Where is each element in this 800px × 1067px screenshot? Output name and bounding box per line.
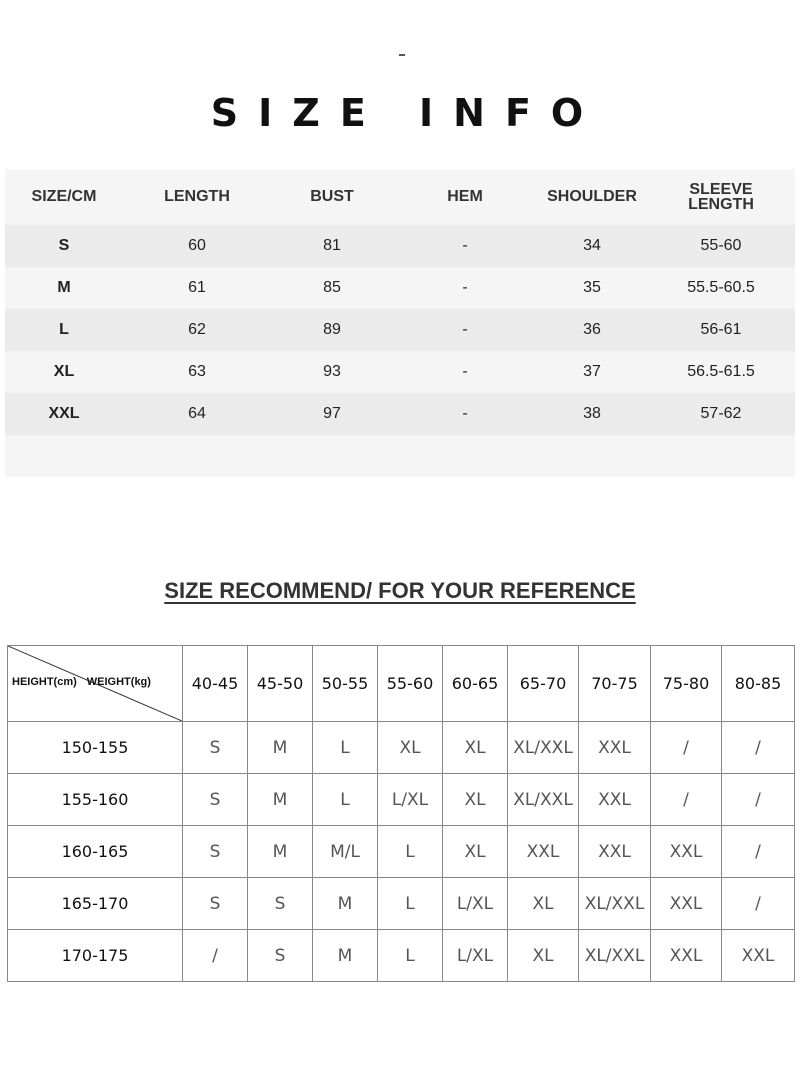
recommend-cell: L <box>313 774 378 826</box>
table-row <box>5 225 795 267</box>
size-recommend-table <box>7 645 795 982</box>
recommend-cell: XL <box>443 774 508 826</box>
table-cell: 97 <box>323 405 341 422</box>
weight-header: 75-80 <box>651 646 722 722</box>
weight-header: 40-45 <box>183 646 248 722</box>
recommend-cell: L/XL <box>378 774 443 826</box>
weight-header: 60-65 <box>443 646 508 722</box>
recommend-cell: S <box>183 722 248 774</box>
table-cell: 85 <box>323 279 341 296</box>
weight-header: 80-85 <box>722 646 795 722</box>
table-row <box>5 351 795 393</box>
height-cell: 150-155 <box>8 722 183 774</box>
table-cell: 89 <box>323 321 341 338</box>
table-cell: 38 <box>583 405 601 422</box>
table-cell: M <box>57 279 71 296</box>
size-info-table <box>5 169 795 477</box>
height-cell: 155-160 <box>8 774 183 826</box>
table-cell: 93 <box>323 363 341 380</box>
table-cell: 56-61 <box>700 321 742 338</box>
table-cell: 55-60 <box>700 237 742 254</box>
recommend-cell: L/XL <box>443 878 508 930</box>
weight-header: 45-50 <box>248 646 313 722</box>
page-title: SIZE INFO <box>210 91 604 135</box>
recommend-cell: XXL <box>651 930 722 982</box>
height-cell: 165-170 <box>8 878 183 930</box>
height-cell: 170-175 <box>8 930 183 982</box>
recommend-cell: XXL <box>579 722 651 774</box>
recommend-cell: / <box>183 930 248 982</box>
table-cell: XL <box>53 363 75 380</box>
header-sleeve-line2: LENGTH <box>688 195 754 213</box>
corner-weight-label: WEIGHT(kg) <box>86 676 151 688</box>
table-cell: 34 <box>583 237 601 254</box>
height-cell: 160-165 <box>8 826 183 878</box>
empty-cell <box>5 435 795 477</box>
recommend-cell: XL <box>443 826 508 878</box>
table-row <box>8 878 795 930</box>
header-bust: BUST <box>310 188 354 205</box>
recommend-cell: XXL <box>579 826 651 878</box>
recommend-cell: M <box>248 722 313 774</box>
recommend-cell: L <box>313 722 378 774</box>
recommend-cell: S <box>183 774 248 826</box>
header-length: LENGTH <box>164 188 230 205</box>
recommend-cell: XL/XXL <box>579 878 651 930</box>
table-row <box>5 393 795 435</box>
table-cell: 62 <box>188 321 206 338</box>
header-shoulder: SHOULDER <box>547 188 637 205</box>
table-row <box>8 930 795 982</box>
table-cell: - <box>462 237 468 254</box>
table-cell: L <box>59 321 69 338</box>
table-cell: - <box>462 321 468 338</box>
table-row <box>8 826 795 878</box>
header-size: SIZE/CM <box>31 188 97 205</box>
weight-header: 50-55 <box>313 646 378 722</box>
table-row <box>5 267 795 309</box>
recommend-cell: XXL <box>651 878 722 930</box>
table-row <box>8 774 795 826</box>
recommend-cell: S <box>248 930 313 982</box>
recommend-cell: / <box>722 826 795 878</box>
recommend-cell: M <box>248 826 313 878</box>
table-cell: - <box>462 405 468 422</box>
table-cell: 61 <box>188 279 206 296</box>
recommend-cell: / <box>651 722 722 774</box>
table-row <box>5 309 795 351</box>
recommend-cell: XL/XXL <box>508 722 579 774</box>
table-cell: 63 <box>188 363 206 380</box>
table-cell: 64 <box>188 405 206 422</box>
header-sleeve-line1: SLEEVE <box>689 180 753 198</box>
recommend-cell: XXL <box>579 774 651 826</box>
table-cell: 81 <box>323 237 341 254</box>
weight-header: 65-70 <box>508 646 579 722</box>
table-cell: 37 <box>583 363 601 380</box>
recommend-cell: M <box>313 878 378 930</box>
recommend-title: SIZE RECOMMEND/ FOR YOUR REFERENCE <box>164 578 636 603</box>
size-table-header-row <box>5 169 795 225</box>
recommend-cell: XL <box>508 878 579 930</box>
recommend-cell: XL <box>378 722 443 774</box>
recommend-cell: XXL <box>651 826 722 878</box>
table-cell: - <box>462 279 468 296</box>
table-cell: 60 <box>188 237 206 254</box>
recommend-cell: XL <box>443 722 508 774</box>
table-cell: 57-62 <box>700 405 742 422</box>
corner-height-label: HEIGHT(cm) <box>12 676 77 688</box>
weight-header: 70-75 <box>579 646 651 722</box>
recommend-cell: XL <box>508 930 579 982</box>
recommend-header-row <box>8 646 795 722</box>
recommend-cell: XL/XXL <box>579 930 651 982</box>
header-hem: HEM <box>447 188 483 205</box>
recommend-cell: / <box>651 774 722 826</box>
recommend-cell: L/XL <box>443 930 508 982</box>
recommend-cell: / <box>722 774 795 826</box>
recommend-cell: L <box>378 826 443 878</box>
table-cell: S <box>58 237 70 254</box>
corner-cell <box>8 646 183 722</box>
table-cell: 35 <box>583 279 601 296</box>
table-row-empty <box>5 435 795 477</box>
recommend-cell: XL/XXL <box>508 774 579 826</box>
table-cell: XXL <box>48 405 80 422</box>
table-row <box>8 722 795 774</box>
table-cell: - <box>462 363 468 380</box>
recommend-cell: M <box>248 774 313 826</box>
recommend-cell: S <box>248 878 313 930</box>
decorative-dot <box>399 54 405 56</box>
recommend-cell: L <box>378 930 443 982</box>
recommend-cell: XXL <box>722 930 795 982</box>
table-cell: 55.5-60.5 <box>687 279 755 296</box>
recommend-cell: M/L <box>313 826 378 878</box>
recommend-cell: S <box>183 878 248 930</box>
weight-header: 55-60 <box>378 646 443 722</box>
recommend-cell: XXL <box>508 826 579 878</box>
table-cell: 36 <box>583 321 601 338</box>
recommend-cell: / <box>722 878 795 930</box>
recommend-cell: S <box>183 826 248 878</box>
recommend-cell: M <box>313 930 378 982</box>
table-cell: 56.5-61.5 <box>687 363 755 380</box>
recommend-cell: L <box>378 878 443 930</box>
header-sleeve-length <box>647 169 795 225</box>
recommend-cell: / <box>722 722 795 774</box>
